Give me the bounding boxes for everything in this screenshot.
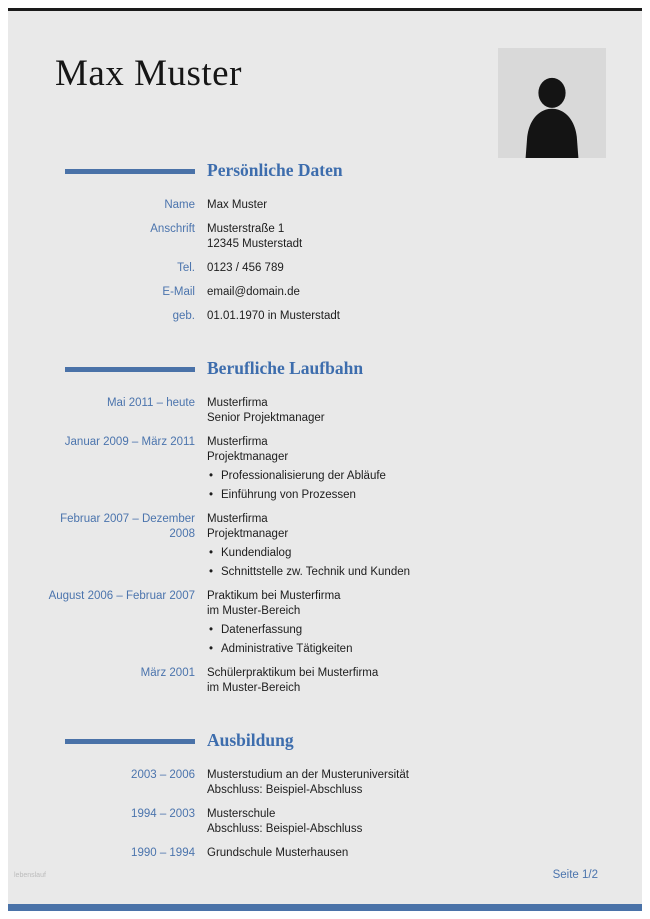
page-number: Seite 1/2 bbox=[552, 869, 598, 881]
bullet-item: • Administrative Tätigkeiten bbox=[207, 642, 606, 657]
value-line: email@domain.de bbox=[207, 286, 300, 298]
bullet-item: • Datenerfassung bbox=[207, 623, 606, 638]
page-title: Max Muster bbox=[55, 53, 242, 94]
career-entry bbox=[45, 396, 606, 426]
section-title: Ausbildung bbox=[207, 730, 294, 750]
bottom-rule bbox=[8, 904, 642, 911]
row-label: E-Mail bbox=[162, 286, 195, 298]
value-line: Projektmanager bbox=[207, 528, 289, 540]
entry-value bbox=[207, 396, 606, 426]
value-line: Grundschule Musterhausen bbox=[207, 847, 349, 859]
bullet-item: • Professionalisierung der Abläufe bbox=[207, 469, 606, 484]
entry-value bbox=[207, 768, 606, 798]
value-line: 12345 Musterstadt bbox=[207, 238, 303, 250]
education-entry bbox=[45, 846, 606, 861]
row-value bbox=[207, 198, 606, 213]
education-entry bbox=[45, 807, 606, 837]
row-value bbox=[207, 285, 606, 300]
row-label: Tel. bbox=[177, 262, 195, 274]
value-line: Abschluss: Beispiel-Abschluss bbox=[207, 823, 363, 835]
value-line: Musterschule bbox=[207, 808, 276, 820]
row-label: Anschrift bbox=[150, 223, 195, 235]
value-line: Musterstudium an der Musteruniversität bbox=[207, 769, 409, 781]
entry-value bbox=[207, 846, 606, 861]
value-line: Abschluss: Beispiel-Abschluss bbox=[207, 784, 363, 796]
career-entry bbox=[45, 666, 606, 696]
row-label: geb. bbox=[172, 310, 195, 322]
value-line: 0123 / 456 789 bbox=[207, 262, 284, 274]
section-title: Berufliche Laufbahn bbox=[207, 358, 364, 378]
entry-date: 1990 – 1994 bbox=[131, 847, 195, 859]
entry-date: Mai 2011 – heute bbox=[106, 397, 195, 409]
bullet-item: • Einführung von Prozessen bbox=[207, 488, 606, 503]
career-entry bbox=[45, 589, 606, 657]
section-bar bbox=[65, 367, 195, 372]
entry-date: März 2001 bbox=[140, 667, 195, 679]
bullet-item: • Schnittstelle zw. Technik und Kunden bbox=[207, 565, 606, 580]
value-line: im Muster-Bereich bbox=[207, 605, 301, 617]
row-value bbox=[207, 261, 606, 276]
watermark: lebenslauf bbox=[14, 872, 46, 879]
career-entry bbox=[45, 435, 606, 503]
value-line: Musterfirma bbox=[207, 513, 268, 525]
entry-date: 2003 – 2006 bbox=[131, 769, 195, 781]
personal-row bbox=[45, 222, 606, 252]
personal-row bbox=[45, 261, 606, 276]
personal-row bbox=[45, 285, 606, 300]
entry-date: August 2006 – Februar 2007 bbox=[48, 590, 195, 602]
section-career-heading bbox=[45, 358, 606, 379]
value-line: Musterfirma bbox=[207, 436, 268, 448]
entry-value bbox=[207, 666, 606, 696]
personal-row bbox=[45, 198, 606, 213]
value-line: Musterstraße 1 bbox=[207, 223, 285, 235]
section-title: Persönliche Daten bbox=[207, 160, 343, 180]
section-bar bbox=[65, 169, 195, 174]
value-line: im Muster-Bereich bbox=[207, 682, 301, 694]
entry-value bbox=[207, 807, 606, 837]
entry-date: Januar 2009 – März 2011 bbox=[64, 436, 195, 448]
bullet-item: • Kundendialog bbox=[207, 546, 606, 561]
value-line: 01.01.1970 in Musterstadt bbox=[207, 310, 340, 322]
row-value bbox=[207, 222, 606, 252]
entry-value bbox=[207, 512, 606, 580]
career-entry bbox=[45, 512, 606, 580]
value-line: Schülerpraktikum bei Musterfirma bbox=[207, 667, 379, 679]
section-personal-heading bbox=[45, 160, 606, 181]
section-bar bbox=[65, 739, 195, 744]
value-line: Max Muster bbox=[207, 199, 268, 211]
row-value bbox=[207, 309, 606, 324]
education-entry bbox=[45, 768, 606, 798]
resume-page bbox=[8, 8, 642, 911]
value-line: Praktikum bei Musterfirma bbox=[207, 590, 341, 602]
entry-value bbox=[207, 435, 606, 503]
entry-date: 1994 – 2003 bbox=[131, 808, 195, 820]
entry-date: Februar 2007 – Dezember 2008 bbox=[60, 513, 195, 540]
personal-row bbox=[45, 309, 606, 324]
row-label: Name bbox=[164, 199, 195, 211]
value-line: Projektmanager bbox=[207, 451, 289, 463]
value-line: Senior Projektmanager bbox=[207, 412, 325, 424]
entry-value bbox=[207, 589, 606, 657]
resume-content bbox=[8, 126, 642, 870]
section-education-heading bbox=[45, 730, 606, 751]
value-line: Musterfirma bbox=[207, 397, 268, 409]
top-rule bbox=[8, 8, 642, 11]
